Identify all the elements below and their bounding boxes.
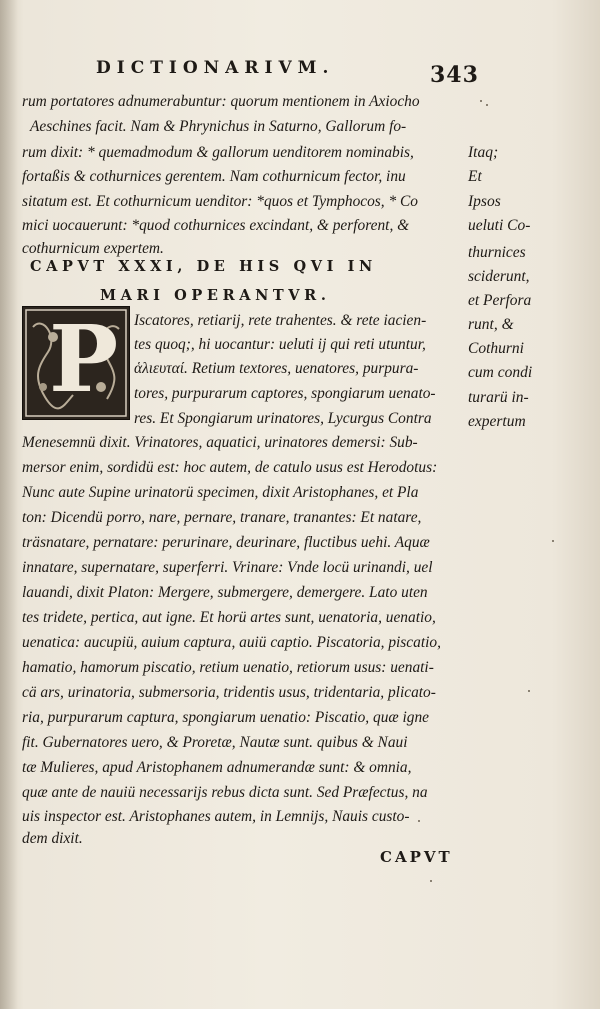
text-line: dem dixit. xyxy=(22,830,83,847)
margin-note: sciderunt, xyxy=(468,268,530,285)
text-line: mersor enim, sordidü est: hoc autem, de catulo usus est Herodotus: xyxy=(22,459,438,476)
margin-note: expertum xyxy=(468,413,526,430)
text-line: tes quoq;, hi uocantur: ueluti ij qui reti utuntur, xyxy=(134,336,426,353)
text-line: ἁλιευταί. Retium textores, uenatores, purpura- xyxy=(134,360,419,377)
text-line: innatare, supernatare, superferri. Vrinare: Vnde locü urinandi, uel xyxy=(22,559,433,576)
margin-note: Itaq; xyxy=(468,144,499,161)
catchword: CAPVT xyxy=(380,848,453,866)
margin-note: Cothurni xyxy=(468,340,524,357)
text-line: hamatio, hamorum piscatio, retium uenatio, retiorum usus: uenati- xyxy=(22,659,434,676)
text-line: Iscatores, retiarij, rete trahentes. & rete iacien- xyxy=(134,312,427,329)
text-line: rum portatores adnumerabuntur: quorum mentionem in Axiocho xyxy=(22,93,420,110)
text-line: cä ars, urinatoria, submersoria, tridentis usus, tridentaria, plicato- xyxy=(22,684,436,701)
text-line: Menesemnü dixit. Vrinatores, aquatici, urinatores demersi: Sub- xyxy=(22,434,418,451)
margin-note: Et xyxy=(468,168,482,185)
margin-note: turarü in- xyxy=(468,389,529,406)
text-line: sitatum est. Et cothurnicum uenditor: *quos et Tymphocos, * Co xyxy=(22,193,418,210)
text-line: lauandi, dixit Platon: Mergere, submergere, demergere. Lato uten xyxy=(22,584,428,601)
text-line: uis inspector est. Aristophanes autem, in Lemnijs, Nauis custo- xyxy=(22,808,410,825)
text-line: res. Et Spongiarum urinatores, Lycurgus Contra xyxy=(134,410,432,427)
margin-note: et Perfora xyxy=(468,292,532,309)
margin-note: runt, & xyxy=(468,316,514,333)
text-line: cothurnicum expertem. xyxy=(22,240,164,257)
text-line: rum dixit: * quemadmodum & gallorum uenditorem nominabis, xyxy=(22,144,414,161)
running-head: DICTIONARIVM. xyxy=(96,58,335,78)
text-line: tæ Mulieres, apud Aristophanem adnumerandæ sunt: & omnia, xyxy=(22,759,412,776)
text-line: ton: Dicendü porro, nare, pernare, tranare, tranantes: Et natare, xyxy=(22,509,422,526)
chapter-title: CAPVT XXXI, DE HIS QVI IN xyxy=(30,258,377,275)
text-line: tores, purpurarum captores, spongiarum uenato- xyxy=(134,385,436,402)
gutter-shadow xyxy=(0,0,18,1009)
decorated-initial-letter xyxy=(22,306,130,420)
text-line: tes tridete, pertica, aut igne. Et horü artes sunt, uenatoria, uenatio, xyxy=(22,609,436,626)
text-line: fortaßis & cothurnices gerentem. Nam cothurnicum fector, inu xyxy=(22,168,406,185)
text-line: Aeschines facit. Nam & Phrynichus in Saturno, Gallorum fo- xyxy=(30,118,407,135)
text-line: fit. Gubernatores uero, & Proretæ, Nautæ sunt. quibus & Naui xyxy=(22,734,408,751)
text-line: quæ ante de nauiü necessarijs rebus dicta sunt. Sed Præfectus, na xyxy=(22,784,428,801)
text-line: uenatica: aucupiü, auium captura, auiü captio. Piscatoria, piscatio, xyxy=(22,634,441,651)
margin-note: cum condi xyxy=(468,364,533,381)
text-line: ria, purpurarum captura, spongiarum uenatio: Piscatio, quæ igne xyxy=(22,709,429,726)
margin-note: Ipsos xyxy=(468,193,501,210)
initial-letter: P xyxy=(49,305,119,413)
margin-note: thurnices xyxy=(468,244,526,261)
text-line: mici uocauerunt: *quod cothurnices excindant, & perforent, & xyxy=(22,217,410,234)
text-line: träsnatare, pernatare: perurinare, deurinare, fluctibus uehi. Aquæ xyxy=(22,534,430,551)
margin-note: ueluti Co- xyxy=(468,217,531,234)
chapter-subtitle: MARI OPERANTVR. xyxy=(100,287,331,304)
page-number: 343 xyxy=(430,62,479,88)
text-line: Nunc aute Supine urinatorü specimen, dixit Aristophanes, et Pla xyxy=(22,484,419,501)
